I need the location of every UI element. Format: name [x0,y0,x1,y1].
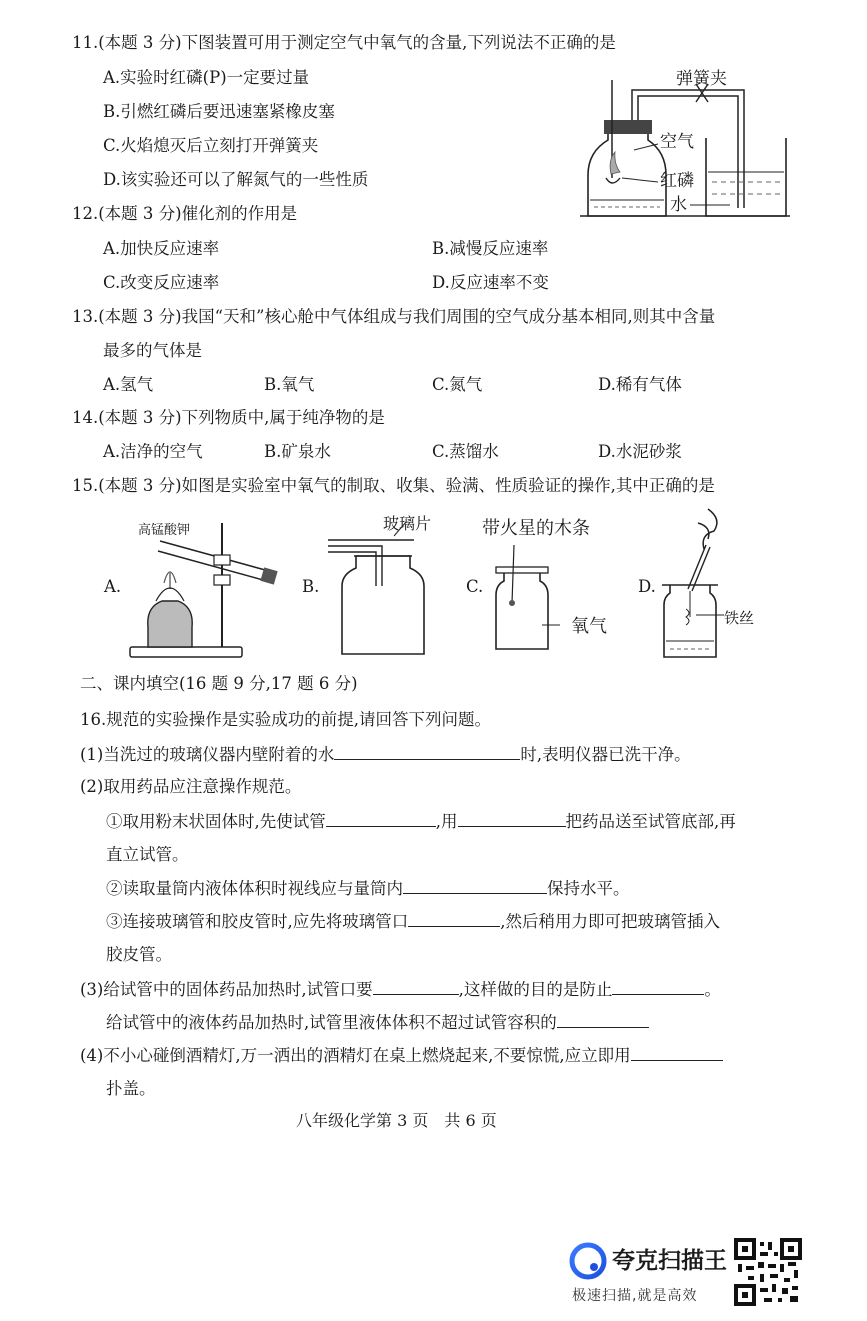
q16-part2-1 [106,810,736,833]
q13-option-b: B.氧气 [264,375,315,394]
q16-part2: (2)取用药品应注意操作规范。 [80,777,302,796]
scanner-brand-name: 夸克扫描王 [612,1248,727,1274]
q12-stem: 12.(本题 3 分)催化剂的作用是 [72,204,298,223]
q13-stem-line2: 最多的气体是 [103,341,202,360]
q16-part2-2-text-a: ②读取量筒内液体体积时视线应与量筒内 [106,879,403,898]
scanner-brand-slogan: 极速扫描,就是高效 [572,1288,698,1304]
q16-part2-3-cont: 胶皮管。 [106,945,172,964]
section-2-heading: 二、课内填空(16 题 9 分,17 题 6 分) [80,674,358,693]
q15-stem: 15.(本题 3 分)如图是实验室中氧气的制取、收集、验满、性质验证的操作,其中正确的是 [72,476,715,495]
q11-option-b: B.引燃红磷后要迅速塞紧橡皮塞 [103,102,335,121]
label-water: 水 [670,195,687,215]
q14-option-c: C.蒸馏水 [432,442,499,461]
label-red-phosphorus: 红磷 [660,171,694,191]
q16-part2-2-text-b: 保持水平。 [547,879,630,898]
q16-part1-text-a: (1)当洗过的玻璃仪器内壁附着的水 [80,745,335,764]
q16-part2-3-text-a: ③连接玻璃管和胶皮管时,应先将玻璃管口 [106,912,409,931]
q15-option-b-letter: B. [302,577,320,596]
q16-part4-cont: 扑盖。 [106,1079,156,1098]
q15-figure-c-oxygen-test [490,545,580,655]
q16-part2-1-cont: 直立试管。 [106,845,189,864]
q13-option-c: C.氮气 [432,375,483,394]
label-oxygen: 氧气 [571,616,607,637]
label-clip: 弹簧夹 [676,69,727,89]
q16-part3-text-c: 。 [704,980,721,999]
q16-part4 [80,1044,723,1067]
label-glass-plate: 玻璃片 [383,514,432,533]
answer-blank[interactable] [326,810,436,827]
q11-option-a: A.实验时红磷(P)一定要过量 [103,68,310,87]
q16-part2-1-text-b: ,用 [435,812,458,831]
answer-blank[interactable] [612,978,704,995]
q15-figure-b-gas-bottle [324,530,444,660]
q11-option-c: C.火焰熄灭后立刻打开弹簧夹 [103,136,319,155]
q12-option-a: A.加快反应速率 [103,239,220,258]
answer-blank[interactable] [557,1011,649,1028]
label-kmno4: 高锰酸钾 [138,523,191,538]
answer-blank[interactable] [631,1044,723,1061]
q13-stem-line1: 13.(本题 3 分)我国“天和”核心舱中气体组成与我们周围的空气成分基本相同,则其中含量 [72,307,716,326]
q15-option-c-letter: C. [466,577,484,596]
q11-stem: 11.(本题 3 分)下图装置可用于测定空气中氧气的含量,下列说法不正确的是 [72,33,616,52]
answer-blank[interactable] [458,810,566,827]
q15-figure-d-iron-wire [652,505,742,663]
q12-option-b: B.减慢反应速率 [432,239,549,258]
q15-option-a-letter: A. [104,577,122,596]
scanner-logo-icon [570,1243,606,1279]
q11-option-d: D.该实验还可以了解氮气的一些性质 [103,170,369,189]
q16-part2-3-text-b: ,然后稍用力即可把玻璃管插入 [500,912,720,931]
q15-option-d-letter: D. [638,577,656,596]
q16-part4-text-a: (4)不小心碰倒酒精灯,万一洒出的酒精灯在桌上燃烧起来,不要惊慌,应立即用 [80,1046,631,1065]
q16-stem: 16.规范的实验操作是实验成功的前提,请回答下列问题。 [80,710,491,729]
q13-option-a: A.氢气 [103,375,154,394]
answer-blank[interactable] [334,743,520,760]
label-air: 空气 [660,132,694,152]
qr-code [734,1238,802,1306]
q14-stem: 14.(本题 3 分)下列物质中,属于纯净物的是 [72,408,385,427]
q14-option-b: B.矿泉水 [264,442,331,461]
answer-blank[interactable] [403,877,547,894]
label-iron-wire: 铁丝 [724,609,755,627]
label-glowing-splint: 带火星的木条 [482,518,590,539]
q16-part2-2 [106,877,630,900]
q13-option-d: D.稀有气体 [598,375,682,394]
answer-blank[interactable] [408,910,500,927]
q16-part2-1-text-a: ①取用粉末状固体时,先使试管 [106,812,326,831]
q14-option-d: D.水泥砂浆 [598,442,682,461]
q16-part3 [80,978,721,1001]
q16-part2-1-text-c: 把药品送至试管底部,再 [565,812,736,831]
q12-option-d: D.反应速率不变 [432,273,549,292]
q12-option-c: C.改变反应速率 [103,273,220,292]
q16-part3-text-d: 给试管中的液体药品加热时,试管里液体体积不超过试管容积的 [106,1013,557,1032]
q15-figure-a-heating [126,515,286,665]
page-footer: 八年级化学第 3 页 共 6 页 [296,1111,497,1130]
q16-part3-text-b: ,这样做的目的是防止 [458,980,613,999]
q16-part2-3 [106,910,720,933]
q16-part1 [80,743,691,766]
q16-part3-text-a: (3)给试管中的固体药品加热时,试管口要 [80,980,373,999]
q14-option-a: A.洁净的空气 [103,442,203,461]
q16-part3-cont [106,1011,649,1034]
answer-blank[interactable] [373,978,459,995]
q16-part1-text-b: 时,表明仪器已洗干净。 [520,745,691,764]
